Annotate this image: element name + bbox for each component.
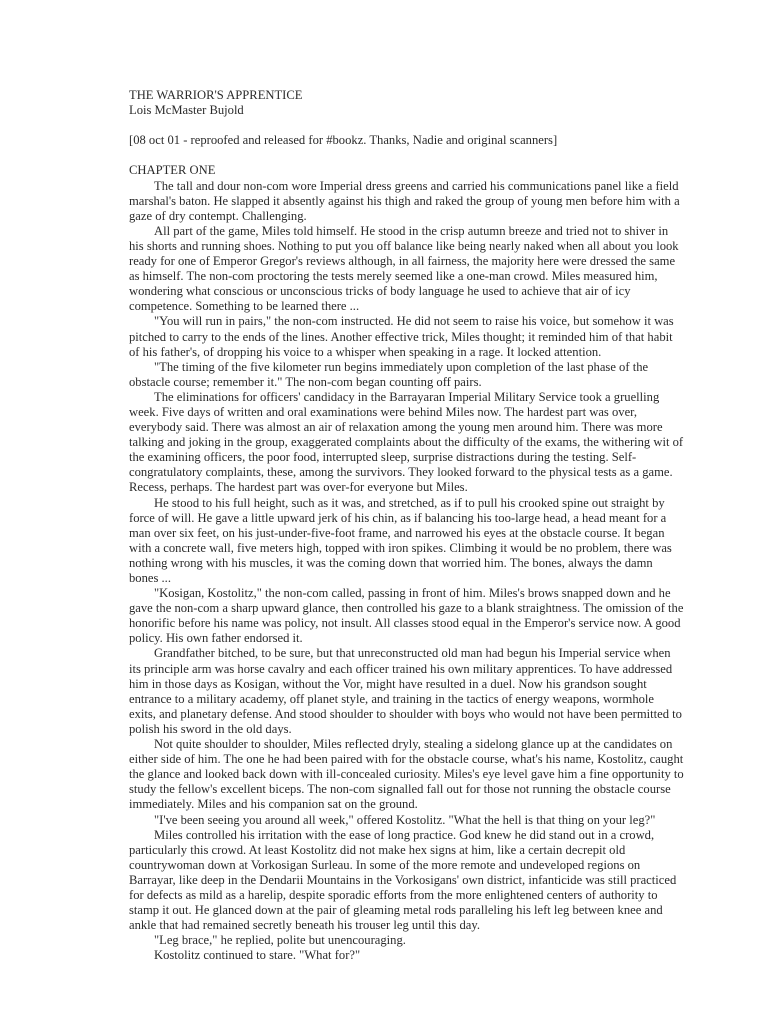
paragraph: "Kosigan, Kostolitz," the non-com called, passing in front of him. Miles's brows snapped down and he gave the non-com a sharp upward glance, then controlled his gaze to a blank straightness. The omission of the honorific before his name was policy, not insult. All classes stood equal in the Emperor's service now. A good policy. His own father endorsed it.	[129, 586, 684, 646]
paragraph: Not quite shoulder to shoulder, Miles reflected dryly, stealing a sidelong glance up at the candidates on either side of him. The one he had been paired with for the obstacle course, what's his name, Kostolitz, caught the glance and looked back down with ill-concealed curiosity. Miles's eye level gave him a fine opportunity to study the fellow's excellent biceps. The non-com signalled fall out for those not running the obstacle course immediately. Miles and his companion sat on the ground.	[129, 737, 684, 812]
paragraph: Grandfather bitched, to be sure, but that unreconstructed old man had begun his Imperial service when its principle arm was horse cavalry and each officer trained his own military apprentices. To have addressed him in those days as Kosigan, without the Vor, might have resulted in a duel. Now his grandson sought entrance to a military academy, off planet style, and training in the tactics of energy weapons, wormhole exits, and planetary defense. And stood shoulder to shoulder with boys who would not have been permitted to polish his sword in the old days.	[129, 646, 682, 736]
paragraph: He stood to his full height, such as it was, and stretched, as if to pull his crooked spine out straight by force of will. He gave a little upward jerk of his chin, as if balancing his too-large head, a head meant for a man over six feet, on his just-under-five-foot frame, and narrowed his eyes at the obstacle course. It began with a concrete wall, five meters high, topped with iron spikes. Climbing it would be no problem, there was nothing wrong with his muscles, it was the coming down that worried him. The bones, always the damn bones ...	[129, 495, 672, 585]
spacer	[129, 118, 684, 133]
book-author: Lois McMaster Bujold	[129, 103, 244, 118]
paragraph: "I've been seeing you around all week," offered Kostolitz. "What the hell is that thing on your leg?"	[154, 812, 656, 827]
paragraph: "Leg brace," he replied, polite but unencouraging.	[154, 933, 406, 948]
paragraph: "The timing of the five kilometer run begins immediately upon completion of the last phase of the obstacle course; remember it." The non-com began counting off pairs.	[129, 359, 649, 389]
spacer	[129, 148, 684, 163]
paragraph: All part of the game, Miles told himself. He stood in the crisp autumn breeze and tried not to shiver in his shorts and running shoes. Nothing to put you off balance like being nearly naked when all about you look ready for one of Emperor Gregor's reviews although, in all fairness, the majority here were dressed the same as himself. The non-com proctoring the tests merely seemed like a one-man crowd. Miles measured him, wondering what conscious or unconscious tricks of body language he used to achieve that air of icy competence. Something to be learned there ...	[129, 223, 679, 314]
paragraph: The eliminations for officers' candidacy in the Barrayaran Imperial Military Service took a gruelling week. Five days of written and oral examinations were behind Miles now. The hardest part was over, everybody said. There was almost an air of relaxation among the young men around him. There was more talking and joking in the group, exaggerated complaints about the difficulty of the exams, the withering wit of the examining officers, the poor food, interrupted sleep, surprise distractions during the testing. Self-congratulatory complaints, these, among the survivors. They looked forward to the physical tests as a game. Recess, perhaps. The hardest part was over-for everyone but Miles.	[129, 389, 684, 495]
release-note: [08 oct 01 - reproofed and released for #bookz. Thanks, Nadie and original scanners]	[129, 133, 558, 148]
title-block	[129, 88, 684, 118]
paragraph: Miles controlled his irritation with the ease of long practice. God knew he did stand out in a crowd, particularly this crowd. At least Kostolitz did not make hex signs at him, like a certain decrepit old countrywoman down at Vorkosigan Surleau. In some of the more remote and undeveloped regions on Barrayar, like deep in the Dendarii Mountains in the Vorkosigans' own district, infanticide was still practiced for defects as mild as a harelip, despite sporadic efforts from the more enlightened centers of authority to stamp it out. He glanced down at the pair of gleaming metal rods paralleling his left leg between knee and ankle that had remained secretly beneath his trouser leg until this day.	[129, 827, 677, 933]
paragraph: Kostolitz continued to stare. "What for?"	[154, 948, 361, 963]
paragraph: The tall and dour non-com wore Imperial dress greens and carried his communications panel like a field marshal's baton. He slapped it absently against his thigh and raked the group of young men before him with a gaze of dry contempt. Challenging.	[129, 178, 680, 223]
book-title: THE WARRIOR'S APPRENTICE	[129, 88, 303, 102]
chapter-heading: CHAPTER ONE	[129, 163, 216, 178]
paragraph: "You will run in pairs," the non-com instructed. He did not seem to raise his voice, but somehow it was pitched to carry to the ends of the lines. Another effective trick, Miles thought; it reminded him of that habit of his father's, of dropping his voice to a whisper when speaking in a rage. It locked attention.	[129, 314, 674, 359]
